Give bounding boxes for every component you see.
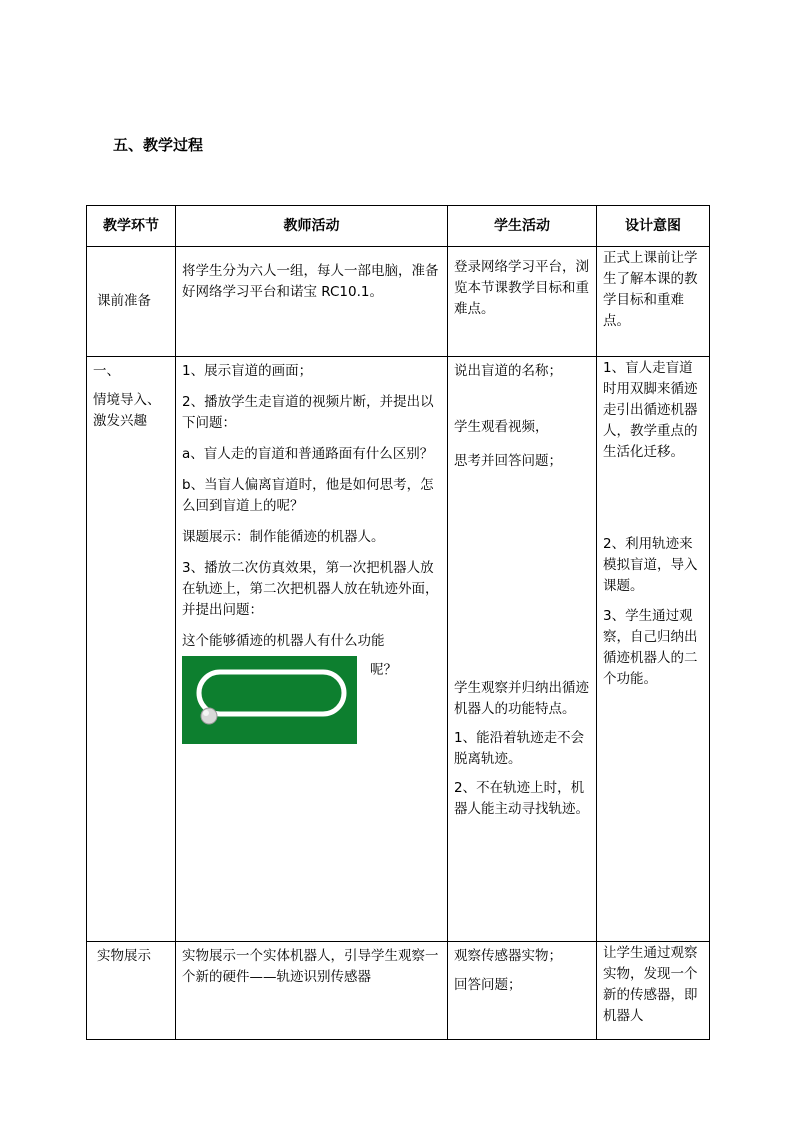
intent-cell — [597, 942, 710, 1040]
teacher-text: 实物展示一个实体机器人，引导学生观察一个新的硬件——轨迹识别传感器 — [182, 948, 439, 985]
header-intent: 设计意图 — [597, 206, 710, 247]
teacher-step: 2、播放学生走盲道的视频片断，并提出以下问题： — [182, 394, 434, 431]
teacher-cell — [176, 247, 448, 357]
table-header-row — [87, 206, 710, 247]
section-heading: 五、教学过程 — [113, 136, 204, 154]
teacher-step: b、当盲人偏离盲道时，他是如何思考，怎么回到盲道上的呢？ — [182, 477, 434, 514]
track-simulation-image — [182, 656, 397, 744]
intent-cell — [597, 357, 710, 942]
student-cell — [448, 357, 597, 942]
student-step: 2、不在轨迹上时，机器人能主动寻找轨迹。 — [454, 780, 589, 817]
student-text: 登录网络学习平台，浏览本节课教学目标和重难点。 — [454, 259, 589, 317]
header-stage: 教学环节 — [87, 206, 176, 247]
stage-number: 一、 — [93, 363, 120, 379]
teacher-step: 1、展示盲道的画面； — [182, 363, 313, 379]
student-step: 1、能沿着轨迹走不会脱离轨迹。 — [454, 730, 585, 767]
stage-cell: 实物展示 — [87, 942, 176, 1040]
student-step: 回答问题； — [454, 977, 522, 993]
teacher-step: a、盲人走的盲道和普通路面有什么区别？ — [182, 446, 434, 462]
stage-name: 情境导入、激发兴趣 — [93, 392, 161, 429]
table-row — [87, 942, 710, 1040]
stage-cell: 课前准备 — [87, 247, 176, 357]
student-step: 观察传感器实物； — [454, 948, 562, 964]
student-step: 学生观察并归纳出循迹机器人的功能特点。 — [454, 680, 589, 717]
teacher-text: 将学生分为六人一组，每人一部电脑，准备好网络学习平台和诺宝 RC10.1。 — [182, 263, 439, 300]
student-cell — [448, 247, 597, 357]
student-step: 学生观看视频， — [454, 419, 549, 435]
stage-cell — [87, 357, 176, 942]
table-row — [87, 357, 710, 942]
teacher-step: 课题展示：制作能循迹的机器人。 — [182, 529, 385, 545]
intent-step: 1、盲人走盲道时用双脚来循迹走引出循迹机器人，教学重点的生活化迁移。 — [603, 360, 698, 460]
question-tail: 呢？ — [370, 662, 397, 678]
teacher-step: 3、播放二次仿真效果，第一次把机器人放在轨迹上，第二次把机器人放在轨迹外面，并提出问题： — [182, 560, 439, 618]
teacher-step: 这个能够循迹的机器人有什么功能 — [182, 633, 385, 649]
student-step: 说出盲道的名称； — [454, 363, 562, 379]
intent-cell — [597, 247, 710, 357]
intent-step: 2、利用轨迹来模拟盲道，导入课题。 — [603, 536, 698, 594]
student-step: 思考并回答问题； — [454, 453, 562, 469]
teacher-cell — [176, 357, 448, 942]
intent-text: 正式上课前让学生了解本课的教学目标和重难点。 — [603, 250, 698, 329]
intent-text: 让学生通过观察实物，发现一个新的传感器，即机器人 — [603, 945, 698, 1024]
header-student: 学生活动 — [448, 206, 597, 247]
table-row — [87, 247, 710, 357]
track-icon — [182, 656, 357, 744]
student-cell — [448, 942, 597, 1040]
teacher-cell — [176, 942, 448, 1040]
teaching-process-table — [86, 205, 710, 1040]
intent-step: 3、学生通过观察，自己归纳出循迹机器人的二个功能。 — [603, 608, 698, 687]
header-teacher: 教师活动 — [176, 206, 448, 247]
